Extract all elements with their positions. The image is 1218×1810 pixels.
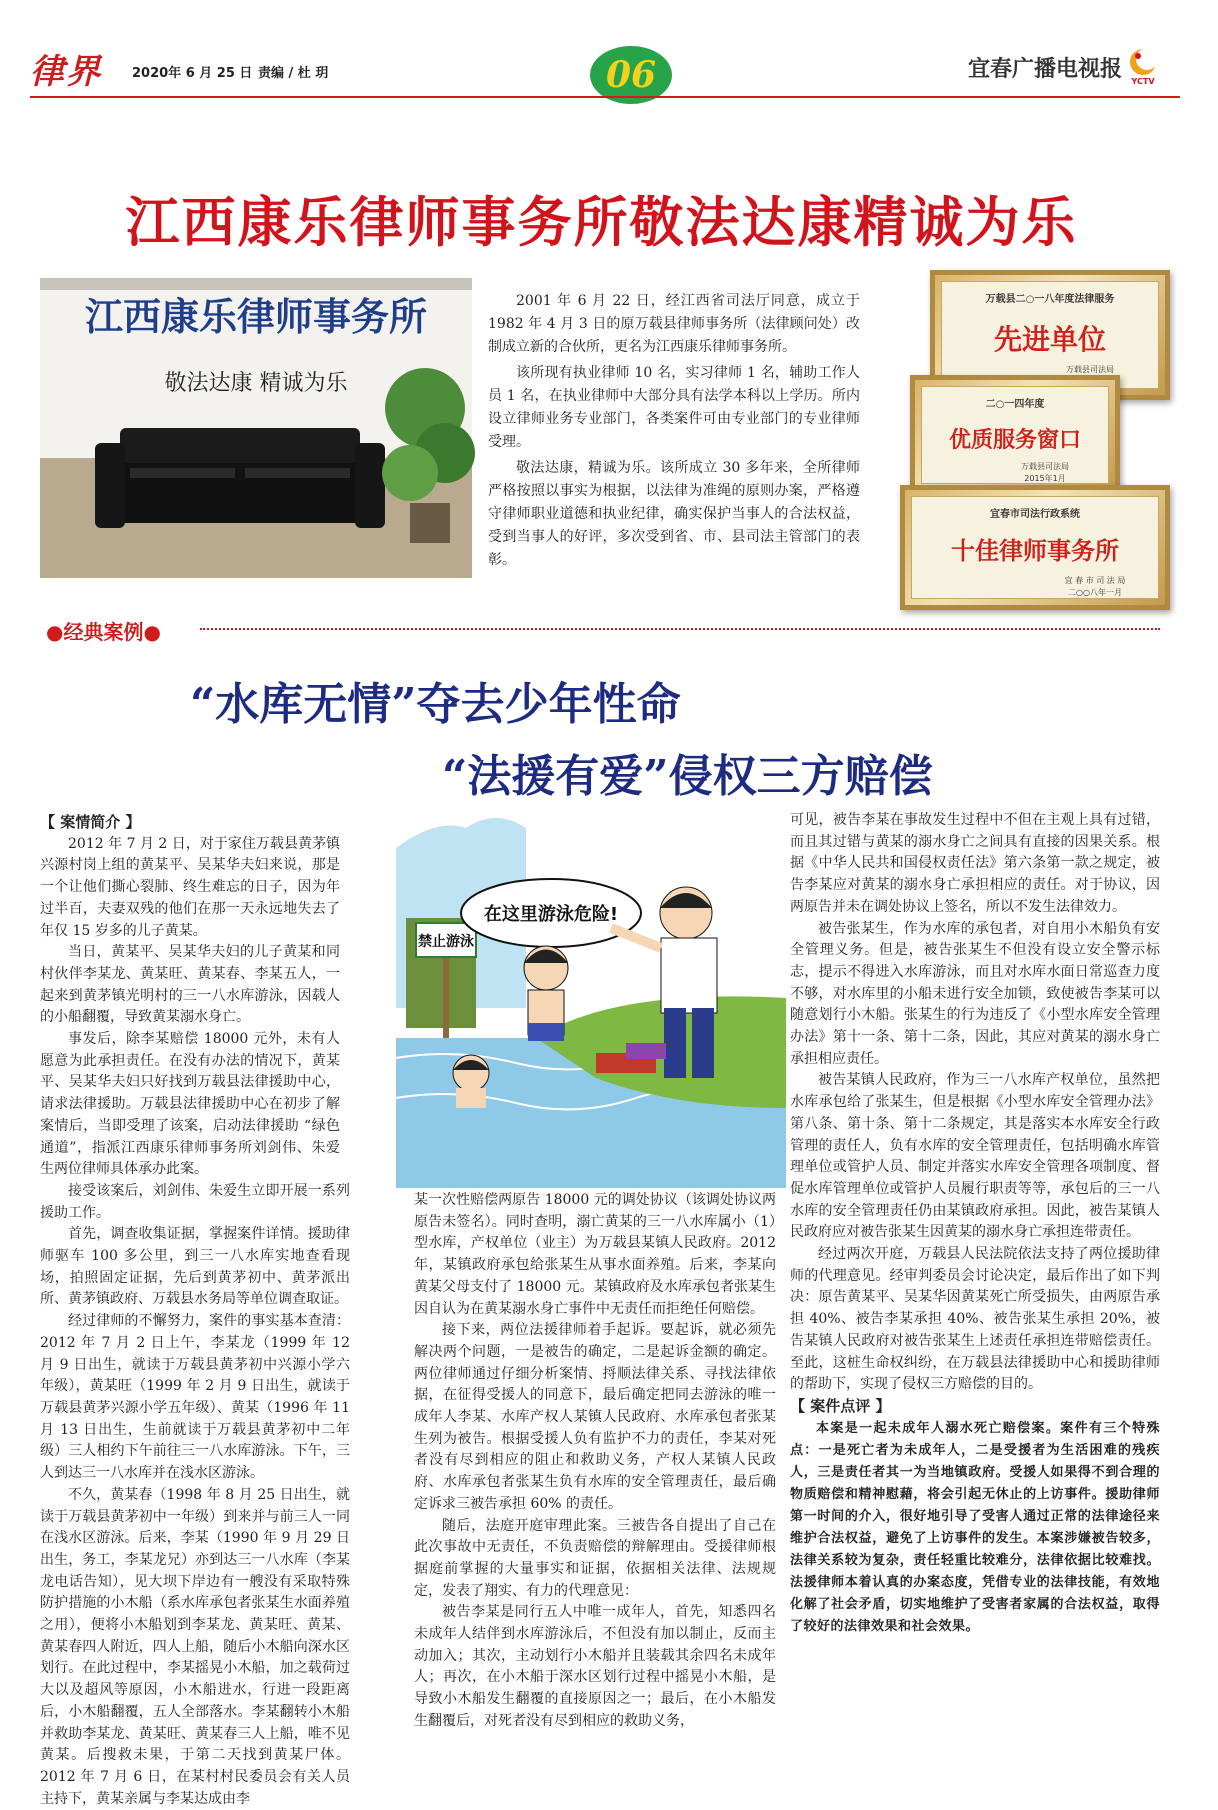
article-paragraph: 当日，黄某平、吴某华夫妇的儿子黄某和同村伙伴李某龙、黄某旺、黄某春、李某五人，一起来到黄茅镇光明村的三一八水库游泳，因载人的小船翻覆，导致黄某溺水身亡。 — [40, 944, 340, 1026]
speech-bubble-text: 在这里游泳危险! — [483, 904, 619, 925]
plaque-title: 十佳律师事务所 — [951, 536, 1119, 565]
article-paragraph: 经过两次开庭，万载县人民法院依法支持了两位援助律师的代理意见。经审判委员会讨论决定，最后作出了如下判决：原告黄某平、吴某华因黄某死亡所受损失，由两原告承担 40%、被告李某承担 40%、被告张某生承担 20%，被告某镇人民政府对被告张某生上述责任承担连带赔偿责任。至此，这桩生命权纠纷，在万载县法律援助中心和援助律师的帮助下，实现了侵权三方赔偿的目的。 — [790, 1246, 1160, 1393]
article-paragraph: 被告张某生，作为水库的承包者，对自用小木船负有安全管理义务。但是，被告张某生不但没有设立安全警示标志，提示不得进入水库游泳，而且对水库水面日常巡查力度不够，对水库里的小船未进行安全加锁，致使被告李某可以随意划行小木船。张某生的行为违反了《小型水库安全管理办法》第十一条、第十二条，因此，其应对黄某的溺水身亡承担相应责任。 — [790, 920, 1160, 1067]
case-title-line1: “水库无情”夺去少年性命 — [190, 679, 681, 730]
article-paragraph: 不久，黄某春（1998 年 8 月 25 日出生，就读于万载县黄茅初中一年级）到来并与前三人一同在浅水区游泳。后来，李某（1990 年 9 月 29 日出生，务工，李某龙兄）亦到达三一八水库（李某龙电话告知），见大坝下岸边有一艘没有采取特殊防护措施的小木船（系水库承包者张某生水面养殖之用），便将小木船划到李某龙、黄某旺、黄某、黄某春四人附近，四人上船，随后小木船向深水区划行。在此过程中，李某摇晃小木船，加之载荷过大以及超风等原因，小木船进水，行进一段距离后，小木船翻覆，五人全部落水。李某翻转小木船并救助李某龙、黄某旺、黄某春三人上船，唯不见黄某。后搜救未果，于第二天找到黄某尸体。2012 年 7 月 6 日，在某村村民委员会有关人员主持下，黄某亲属与李某达成由李 — [40, 1486, 350, 1807]
plaque-title: 优质服务窗口 — [948, 427, 1081, 453]
article-column-3 — [790, 810, 1160, 1638]
article-paragraph: 2012 年 7 月 2 日，对于家住万载县黄茅镇兴源村岗上组的黄某平、吴某华夫妇来说，那是一个让他们撕心裂肺、终生难忘的日子，因为年过半百，夫妻双残的他们在那一天永远地失去了年仅 15 岁多的儿子黄某。 — [40, 835, 340, 939]
case-comment — [790, 1418, 1160, 1638]
plaque-issuer: 万载县司法局 — [1066, 365, 1114, 374]
article-paragraph: 接受该案后，刘剑伟、朱爱生立即开展一系列援助工作。 — [40, 1182, 350, 1221]
office-sign-motto: 敬法达康 精诚为乐 — [164, 371, 348, 396]
article-paragraph: 首先，调查收集证据，掌握案件详情。援助律师驱车 100 多公里，到三一八水库实地查看现场，拍照固定证据，先后到黄茅初中、黄茅派出所、黄茅镇政府、万载县水务局等单位调查取证。 — [40, 1226, 350, 1308]
plaque-issuer: 万载县司法局 — [1021, 462, 1069, 471]
office-photo-illustration — [40, 278, 472, 578]
section-divider — [200, 628, 1160, 630]
issue-date: 2020年 6 月 25 日 — [132, 66, 253, 81]
masthead — [30, 42, 1180, 96]
logo-text: YCTV — [1131, 77, 1155, 86]
editor-credit: 责编 / 杜 玥 — [258, 66, 329, 81]
article-column-2 — [414, 1190, 776, 1733]
intro-paragraph: 2001 年 6 月 22 日，经江西省司法厅同意，成立于 1982 年 4 月 3 日的原万载县律师事务所（法律顾问处）改制成立新的合伙所，更名为江西康乐律师事务所。 — [488, 293, 860, 355]
article-paragraph: 经过律师的不懈努力，案件的事实基本查清：2012 年 7 月 2 日上午，李某龙（1999 年 12 月 9 日出生，就读于万载县黄茅初中兴源小学六年级），黄某旺（1999 年 2 月 9 日出生，就读于万载县黄茅兴源小学五年级）、黄某（1996 年 11 月 13 日出生，生前就读于万载县黄茅初中二年级）三人相约下午前往三一八水库游泳。下午，三人到达三一八水库并在浅水区游泳。 — [40, 1313, 350, 1482]
award-plaques — [880, 270, 1180, 610]
case-comment-heading: 【 案件点评 】 — [790, 1396, 891, 1415]
paper-name: 宜春广播电视报 — [967, 57, 1122, 82]
cartoon-illustration — [396, 808, 786, 1188]
plaque-date: 2015年1月 — [1024, 474, 1066, 483]
article-paragraph: 接下来，两位法援律师着手起诉。要起诉，就必须先解决两个问题，一是被告的确定，二是起诉金额的确定。两位律师通过仔细分析案情、捋顺法律关系、寻找法律依据，在征得受援人的同意下，最后确定把同去游泳的唯一成年人李某、水库产权人某镇人民政府、水库承包者张某生列为被告。根据受援人负有监护不力的责任，李某对死者没有尽到相应的阻止和救助义务，产权人某镇人民政府、水库承包者张某生负有水库的安全管理责任，最后确定诉求三被告承担 60% 的责任。 — [414, 1322, 776, 1512]
plaque-date: 二○○八年一月 — [1068, 588, 1122, 597]
section-name: 律界 — [30, 52, 102, 92]
masthead-rule — [30, 96, 1180, 98]
article-paragraph: 随后，法庭开庭审理此案。三被告各自提出了自己在此次事故中无责任，不负责赔偿的辩解理由。受援律师根据庭前掌握的大量事实和证据，依据相关法律、法规规定，发表了翔实、有力的代理意见： — [414, 1517, 776, 1599]
plaque-top-ten-firm — [900, 485, 1170, 610]
office-sign-title: 江西康乐律师事务所 — [84, 294, 428, 339]
main-headline: 江西康乐律师事务所敬法达康精诚为乐 — [125, 191, 1078, 254]
case-comment-text: 本案是一起未成年人溺水死亡赔偿案。案件有三个特殊点：一是死亡者为未成年人，二是受援者为生活困难的残疾人，三是责任者其一为当地镇政府。受援人如果得不到合理的物质赔偿和精神慰藉，将会引起无休止的上访事件。援助律师第一时间的介入，很好地引导了受害人通过正常的法律途径来维护合法权益，避免了上访事件的发生。本案涉嫌被告较多，法律关系较为复杂，责任轻重比较难分，法律依据比较难找。法援律师本着认真的办案态度，凭借专业的法律技能，有效地化解了社会矛盾，切实地维护了受害者家属的合法权益，取得了较好的法律效果和社会效果。 — [790, 1420, 1160, 1634]
plaque-org: 二○一四年度 — [985, 399, 1045, 410]
case-summary-heading: 【 案情简介 】 — [40, 813, 141, 831]
plaque-quality-window — [910, 375, 1120, 495]
swimming-danger-cartoon — [396, 808, 786, 1188]
article-paragraph: 被告某镇人民政府，作为三一八水库产权单位，虽然把水库承包给了张某生，但是根据《小型水库安全管理办法》第八条、第十条、第十二条规定，其是落实本水库安全行政管理的责任人，负有水库的安全管理责任，包括明确水库管理单位或管护人员、制定并落实水库安全管理各项制度、督促水库管理单位或管护人员履行职责等等，承包后的三一八水库的安全管理责任仍由某镇政府承担。因此，被告某镇人民政府应对被告张某生因黄某的溺水身亡承担连带责任。 — [790, 1072, 1160, 1241]
no-swimming-sign: 禁止游泳 — [418, 934, 474, 950]
article-paragraph: 可见，被告李某在事故发生过程中不但在主观上具有过错，而且其过错与黄某的溺水身亡之间具有直接的因果关系。根据《中华人民共和国侵权责任法》第六条第一款之规定，被告李某应对黄某的溺水身亡承担相应的责任。对于协议，因两原告并未在调处协议上签名，所以不发生法律效力。 — [790, 812, 1160, 915]
page-number-badge: 06 — [590, 46, 672, 104]
plaque-title: 先进单位 — [993, 323, 1106, 356]
article-paragraph: 事发后，除李某赔偿 18000 元外，未有人愿意为此承担责任。在没有办法的情况下，黄某平、吴某华夫妇只好找到万载县法律援助中心，请求法律援助。万载县法律援助中心在初步了解案情后，当即受理了该案，启动法律援助 “绿色通道”，指派江西康乐律师事务所刘剑伟、朱爱生两位律师具体承办此案。 — [40, 1031, 340, 1178]
yctv-logo-icon — [1126, 46, 1160, 86]
section-label: ●经典案例● — [46, 620, 161, 644]
article-column-1 — [40, 812, 402, 1810]
article-paragraph: 被告李某是同行五人中唯一成年人，首先，知悉四名未成年人结伴到水库游泳后，不但没有加以制止，反而主动加入；其次，主动划行小木船并且装载其余四名未成年人；再次，在小木船于深水区划行过程中摇晃小木船，是导致小木船发生翻覆的直接原因之一；最后，在小木船发生翻覆后，对死者没有尽到相应的救助义务， — [414, 1604, 776, 1729]
intro-paragraph: 该所现有执业律师 10 名，实习律师 1 名，辅助工作人员 1 名，在执业律师中大部分具有法学本科以上学历。所内设立律师业务专业部门，各类案件可由专业部门的专业律师受理。 — [488, 365, 860, 450]
intro-paragraph: 敬法达康，精诚为乐。该所成立 30 多年来，全所律师严格按照以事实为根据，以法律为准绳的原则办案，严格遵守律师职业道德和执业纪律，确实保护当事人的合法权益，受到当事人的好评，多次受到省、市、县司法主管部门的表彰。 — [488, 460, 860, 568]
article-paragraph: 某一次性赔偿两原告 18000 元的调处协议（该调处协议两原告未签名）。同时查明，溺亡黄某的三一八水库属小（1）型水库，产权单位（业主）为万载县某镇人民政府。2012 年，某镇政府承包给张某生从事水面养殖。后来，李某向黄某父母支付了 18000 元。某镇政府及水库承包者张某生因自认为在黄某溺水身亡事件中无责任而拒绝任何赔偿。 — [414, 1192, 776, 1317]
plaque-org: 宜春市司法行政系统 — [990, 509, 1080, 520]
office-photo — [40, 278, 472, 578]
firm-introduction — [488, 290, 860, 575]
case-title-line2: “法援有爱”侵权三方赔偿 — [442, 751, 933, 802]
plaque-issuer: 宜 春 市 司 法 局 — [1064, 576, 1126, 585]
plaque-org: 万载县二○一八年度法律服务 — [985, 294, 1115, 305]
